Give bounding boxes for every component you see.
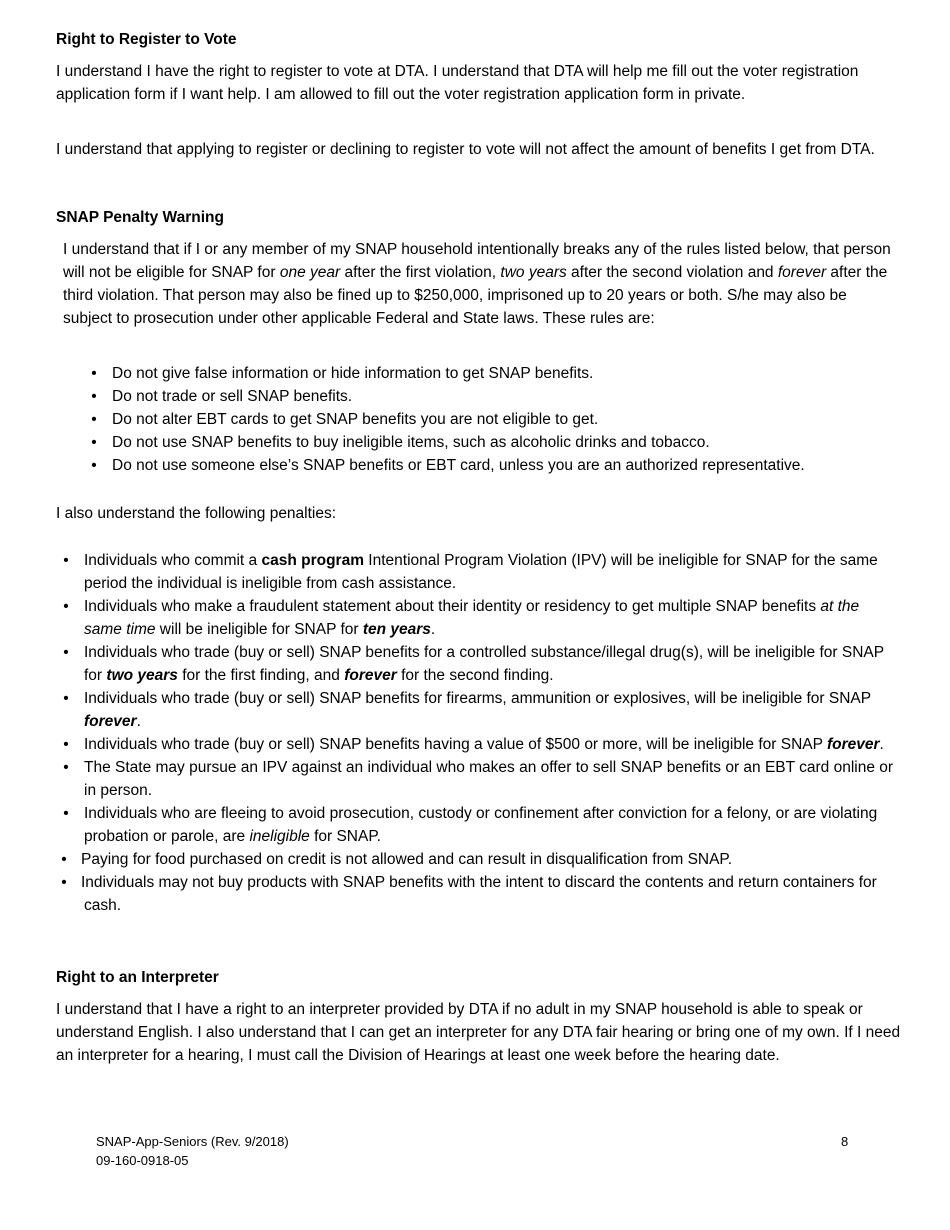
penalties-intro: I also understand the following penalties:	[56, 505, 337, 522]
heading-right-to-interpreter: Right to an Interpreter	[56, 969, 219, 986]
heading-snap-penalty-warning: SNAP Penalty Warning	[56, 209, 224, 226]
bullet-icon: •	[63, 690, 69, 707]
footer-form-info	[96, 1132, 289, 1170]
bullet-icon: •	[63, 736, 69, 753]
penalty-intro-paragraph: I understand that if I or any member of my SNAP household intentionally breaks any of the rules listed below, that person will not be eligible for SNAP for one year after the first violation, two years after the second violation and forever after the third violation. That person may also be fined up to $250,000, imprisoned up to 20 years or both. S/he may also be subject to prosecution under other applicable Federal and State laws. These rules are:	[63, 241, 891, 327]
vote-paragraph-2: I understand that applying to register or declining to register to vote will not affect the amount of benefits I get from DTA.	[56, 141, 875, 158]
footer-form-code: 09-160-0918-05	[96, 1153, 189, 1168]
bullet-icon: •	[63, 805, 69, 822]
vote-paragraph-1: I understand I have the right to register to vote at DTA. I understand that DTA will help me fill out the voter registration application form if I want help. I am allowed to fill out the voter registration application form in private.	[56, 63, 859, 103]
list-item: • Do not give false information or hide information to get SNAP benefits.	[112, 362, 902, 385]
bullet-icon: •	[61, 874, 67, 891]
penalties-list	[61, 549, 899, 917]
list-item: • Individuals who are fleeing to avoid prosecution, custody or confinement after conviction for a felony, or are violating probation or parole, are ineligible for SNAP.	[84, 802, 899, 848]
heading-register-to-vote: Right to Register to Vote	[56, 31, 237, 48]
list-item: • Individuals may not buy products with SNAP benefits with the intent to discard the contents and return containers for cash.	[84, 871, 899, 917]
list-item: • Individuals who commit a cash program Intentional Program Violation (IPV) will be ineligible for SNAP for the same period the individual is ineligible from cash assistance.	[84, 549, 899, 595]
list-item: • Do not alter EBT cards to get SNAP benefits you are not eligible to get.	[112, 408, 902, 431]
list-item: • Do not use someone else’s SNAP benefits or EBT card, unless you are an authorized representative.	[112, 454, 902, 477]
bullet-icon: •	[91, 434, 97, 451]
bullet-icon: •	[91, 457, 97, 474]
bullet-icon: •	[63, 598, 69, 615]
bullet-icon: •	[61, 851, 67, 868]
list-item: • Individuals who trade (buy or sell) SNAP benefits for a controlled substance/illegal drug(s), will be ineligible for SNAP for two years for the first finding, and forever for the second finding.	[84, 641, 899, 687]
bullet-icon: •	[63, 552, 69, 569]
list-item: • Paying for food purchased on credit is not allowed and can result in disqualification from SNAP.	[84, 848, 899, 871]
list-item: • Do not use SNAP benefits to buy ineligible items, such as alcoholic drinks and tobacco.	[112, 431, 902, 454]
bullet-icon: •	[91, 411, 97, 428]
bullet-icon: •	[63, 644, 69, 661]
bullet-icon: •	[63, 759, 69, 776]
interpreter-paragraph: I understand that I have a right to an interpreter provided by DTA if no adult in my SNAP household is able to speak or understand English. I also understand that I can get an interpreter for any DTA fair hearing or bring one of my own. If I need an interpreter for a hearing, I must call the Division of Hearings at least one week before the hearing date.	[56, 1001, 901, 1064]
rules-list	[91, 362, 902, 477]
bullet-icon: •	[91, 365, 97, 382]
page-number: 8	[841, 1134, 849, 1149]
list-item: • Do not trade or sell SNAP benefits.	[112, 385, 902, 408]
list-item: • The State may pursue an IPV against an individual who makes an offer to sell SNAP benefits or an EBT card online or in person.	[84, 756, 899, 802]
footer-form-id: SNAP-App-Seniors (Rev. 9/2018)	[96, 1134, 289, 1149]
list-item: • Individuals who trade (buy or sell) SNAP benefits for firearms, ammunition or explosives, will be ineligible for SNAP forever.	[84, 687, 899, 733]
bullet-icon: •	[91, 388, 97, 405]
list-item: • Individuals who make a fraudulent statement about their identity or residency to get multiple SNAP benefits at the same time will be ineligible for SNAP for ten years.	[84, 595, 899, 641]
list-item: • Individuals who trade (buy or sell) SNAP benefits having a value of $500 or more, will be ineligible for SNAP forever.	[84, 733, 899, 756]
